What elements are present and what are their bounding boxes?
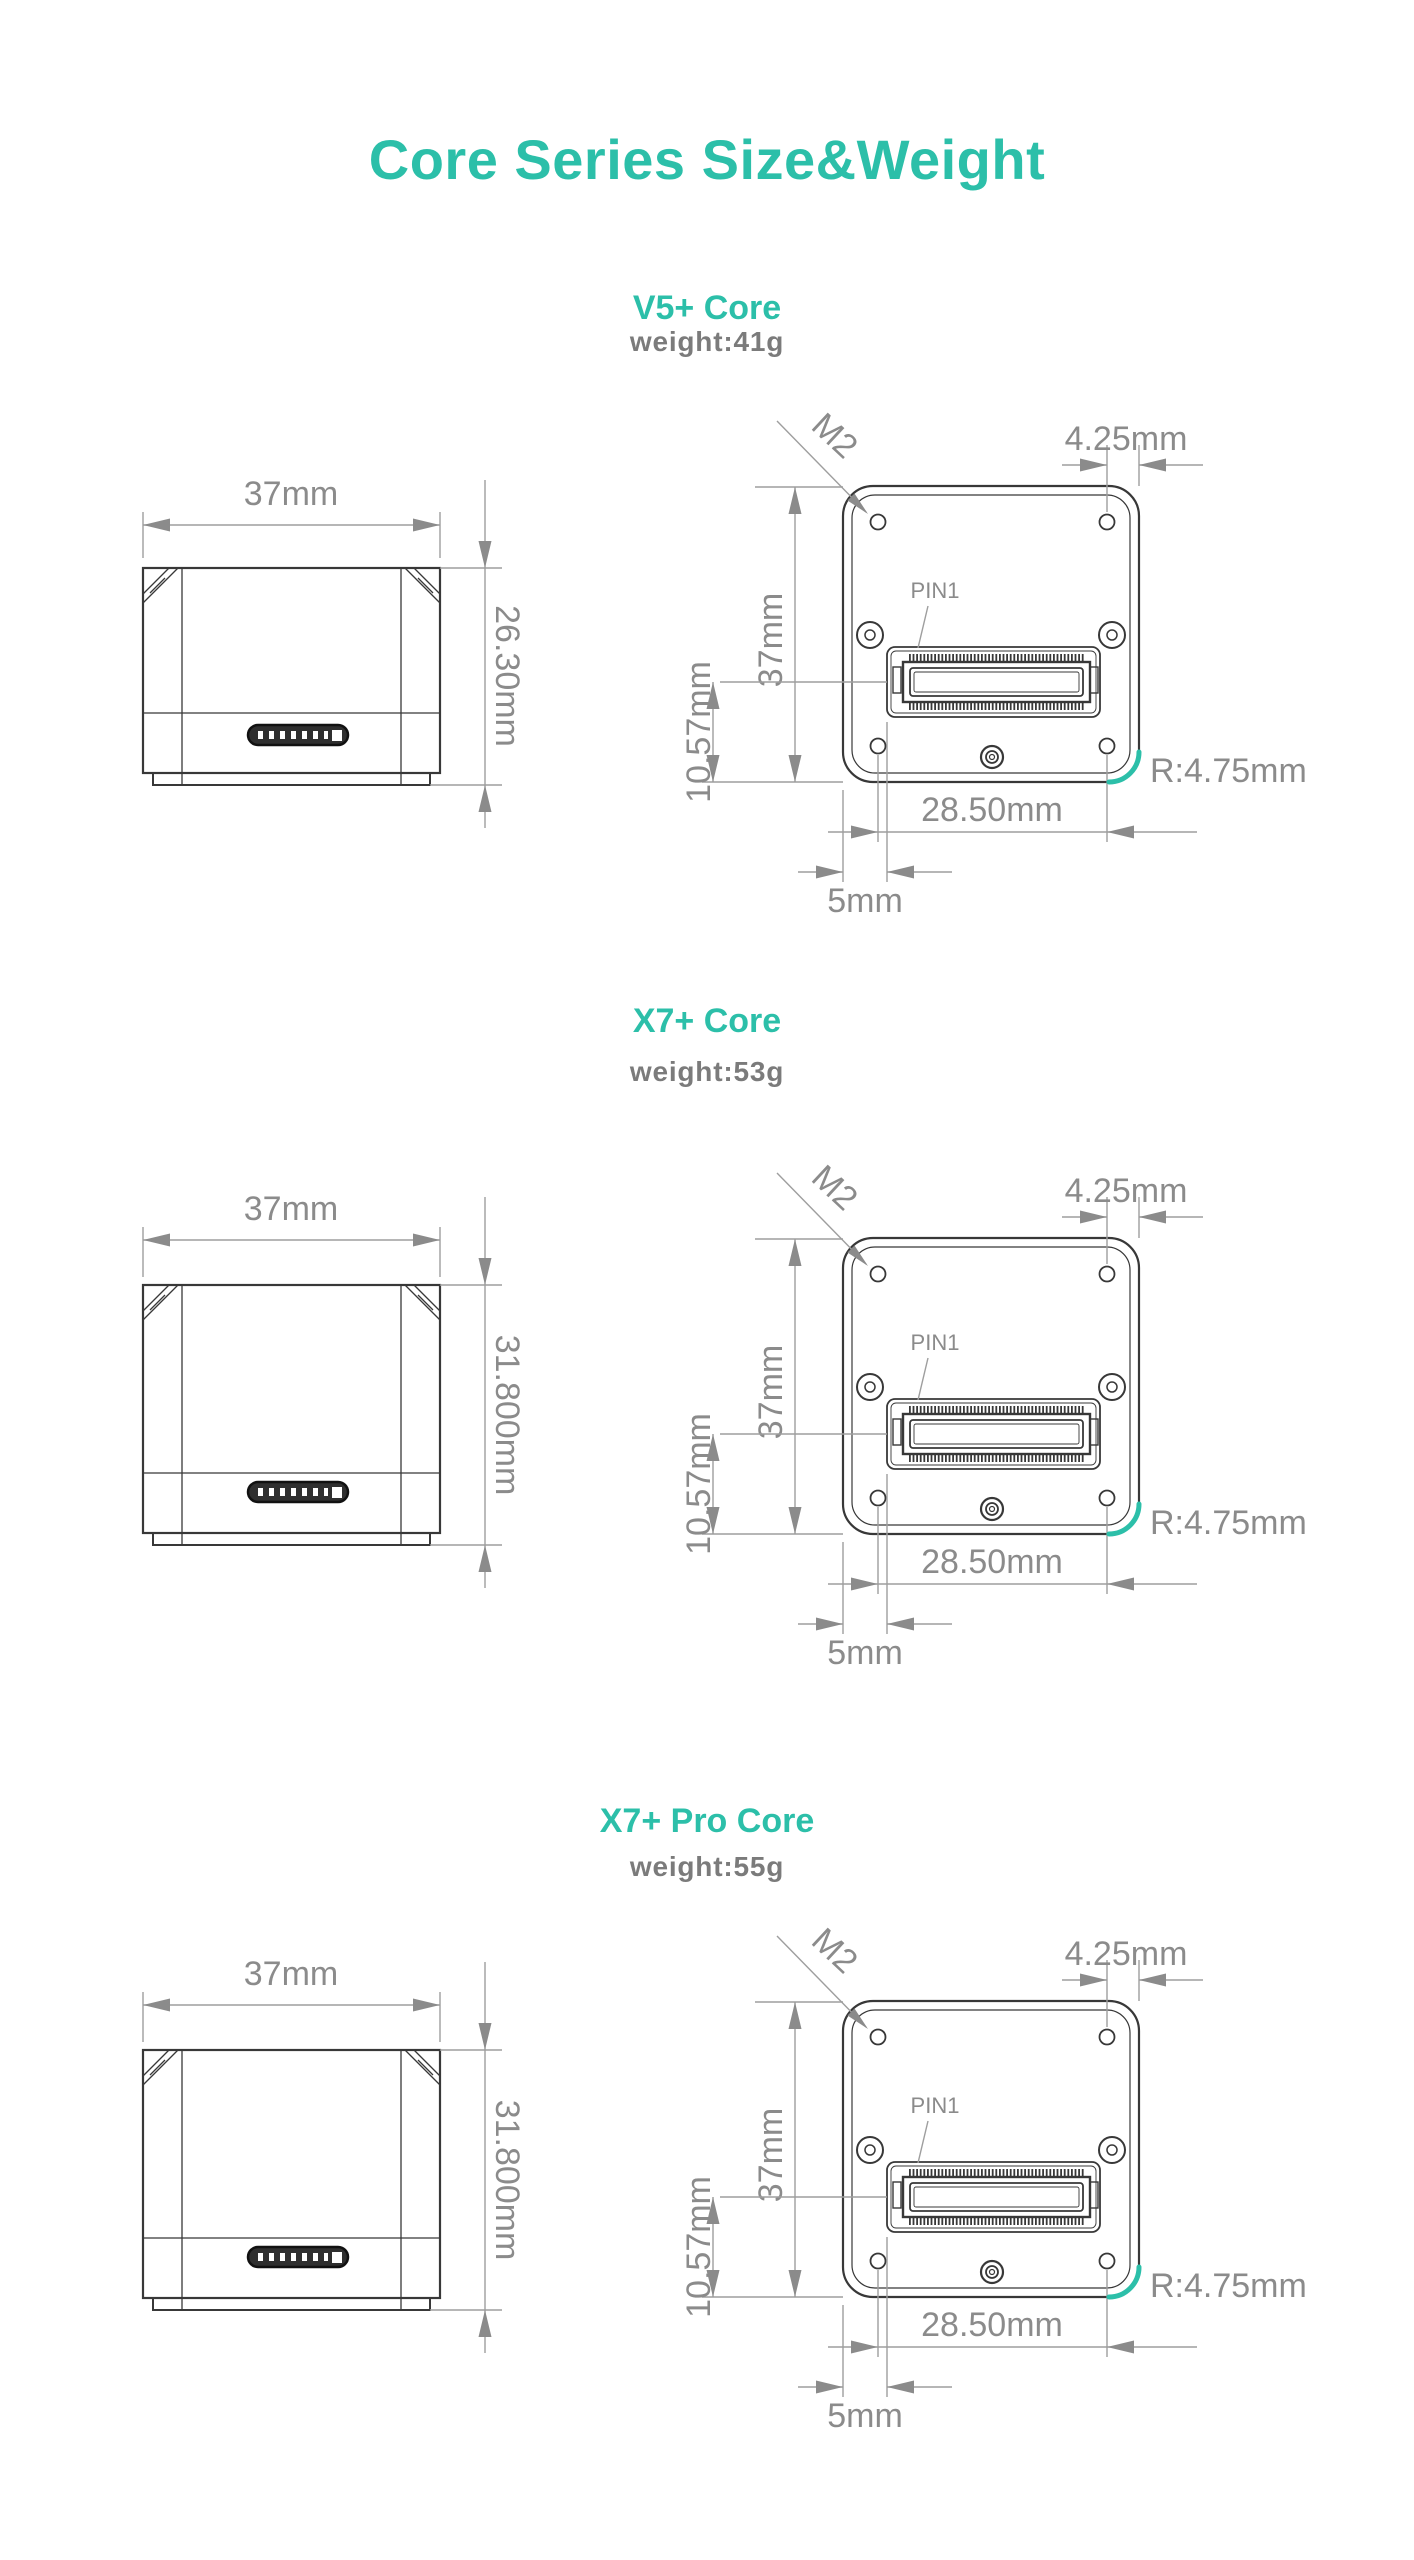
dim-corner-radius [1109, 1504, 1307, 1542]
dim-connector-offset-label: 10.57mm [680, 1413, 718, 1555]
dim-width-label: 37mm [243, 1190, 339, 1228]
top-view-drawing-v5-core [660, 400, 1330, 920]
dim-width [143, 475, 440, 558]
dim-hole-span-label: 28.50mm [921, 791, 1063, 829]
dim-corner-radius [1109, 2267, 1307, 2305]
dim-plate-height [702, 1239, 843, 1534]
dim-plate-height [702, 2002, 843, 2297]
callout-pin1 [911, 2093, 960, 2163]
dim-connector-offset-label: 10.57mm [680, 2176, 718, 2318]
dim-corner-radius-label: R:4.75mm [1150, 1504, 1307, 1542]
dim-hole-span-label: 28.50mm [921, 1543, 1063, 1581]
callout-pin1 [911, 578, 960, 648]
device-side-connector [248, 725, 348, 745]
device-top-connector [887, 647, 1100, 717]
dim-width [143, 1190, 440, 1277]
dim-corner-radius-label: R:4.75mm [1150, 2267, 1307, 2305]
corner-radius-arc [1109, 1504, 1139, 1534]
dim-height [430, 1197, 526, 1588]
dim-width-label: 37mm [243, 475, 339, 513]
top-view-drawing-x7-core [660, 1152, 1330, 1672]
dim-width-label: 37mm [243, 1955, 339, 1993]
dim-corner-radius-label: R:4.75mm [1150, 752, 1307, 790]
dim-hole-span [828, 2270, 1197, 2357]
dim-corner-radius [1109, 752, 1307, 790]
section-weight-x7-pro-core: weight:55g [629, 1851, 785, 1882]
side-view-drawing-x7-pro-core [90, 1930, 540, 2360]
dim-plate-height [702, 487, 843, 782]
dim-height-label: 31.800mm [488, 1334, 526, 1496]
callout-screw-label: M2 [804, 405, 865, 466]
dim-height [430, 1962, 526, 2353]
dim-connector-offset-label: 10.57mm [680, 661, 718, 803]
dim-hole-span [828, 1507, 1197, 1594]
dim-width [143, 1955, 440, 2042]
side-view-drawing-x7-core [90, 1165, 540, 1595]
callout-screw [777, 1921, 868, 2029]
callout-screw [777, 406, 868, 514]
section-weight-x7-core: weight:53g [629, 1056, 785, 1087]
corner-radius-arc [1109, 2267, 1139, 2297]
callout-screw [777, 1158, 868, 1266]
device-side-outline [143, 1285, 440, 1545]
callout-pin1 [911, 1330, 960, 1400]
device-side-connector [248, 2247, 348, 2267]
callout-screw-label: M2 [804, 1920, 865, 1981]
dim-edge-gap-label: 5mm [827, 1634, 903, 1672]
section-heading-v5-core: V5+ Core [632, 289, 782, 327]
corner-radius-arc [1109, 752, 1139, 782]
callout-pin1-label: PIN1 [910, 2093, 960, 2118]
side-view-drawing-v5-core [90, 450, 540, 850]
dim-plate-height-label: 37mm [752, 2107, 790, 2203]
callout-pin1-label: PIN1 [910, 578, 960, 603]
device-top-connector [887, 1399, 1100, 1469]
dim-plate-height-label: 37mm [752, 1344, 790, 1440]
dim-edge-offset-label: 4.25mm [1064, 1935, 1188, 1973]
section-weight-v5-core: weight:41g [629, 326, 785, 357]
dim-hole-span [828, 755, 1197, 842]
dim-edge-offset-label: 4.25mm [1064, 1172, 1188, 1210]
device-side-outline [143, 2050, 440, 2310]
device-side-connector [248, 1482, 348, 1502]
dim-edge-gap-label: 5mm [827, 882, 903, 920]
section-heading-x7-pro-core: X7+ Pro Core [599, 1802, 815, 1840]
dim-edge-gap-label: 5mm [827, 2397, 903, 2435]
callout-pin1-label: PIN1 [910, 1330, 960, 1355]
top-view-drawing-x7-pro-core [660, 1915, 1330, 2435]
dim-height-label: 31.800mm [488, 2099, 526, 2261]
dim-height [430, 480, 526, 828]
device-top-connector [887, 2162, 1100, 2232]
dim-edge-offset-label: 4.25mm [1064, 420, 1188, 458]
page-title: Core Series Size&Weight [368, 128, 1046, 191]
dim-hole-span-label: 28.50mm [921, 2306, 1063, 2344]
callout-screw-label: M2 [804, 1157, 865, 1218]
device-side-outline [143, 568, 440, 785]
section-heading-x7-core: X7+ Core [632, 1002, 782, 1040]
dim-plate-height-label: 37mm [752, 592, 790, 688]
dim-height-label: 26.30mm [488, 605, 526, 747]
